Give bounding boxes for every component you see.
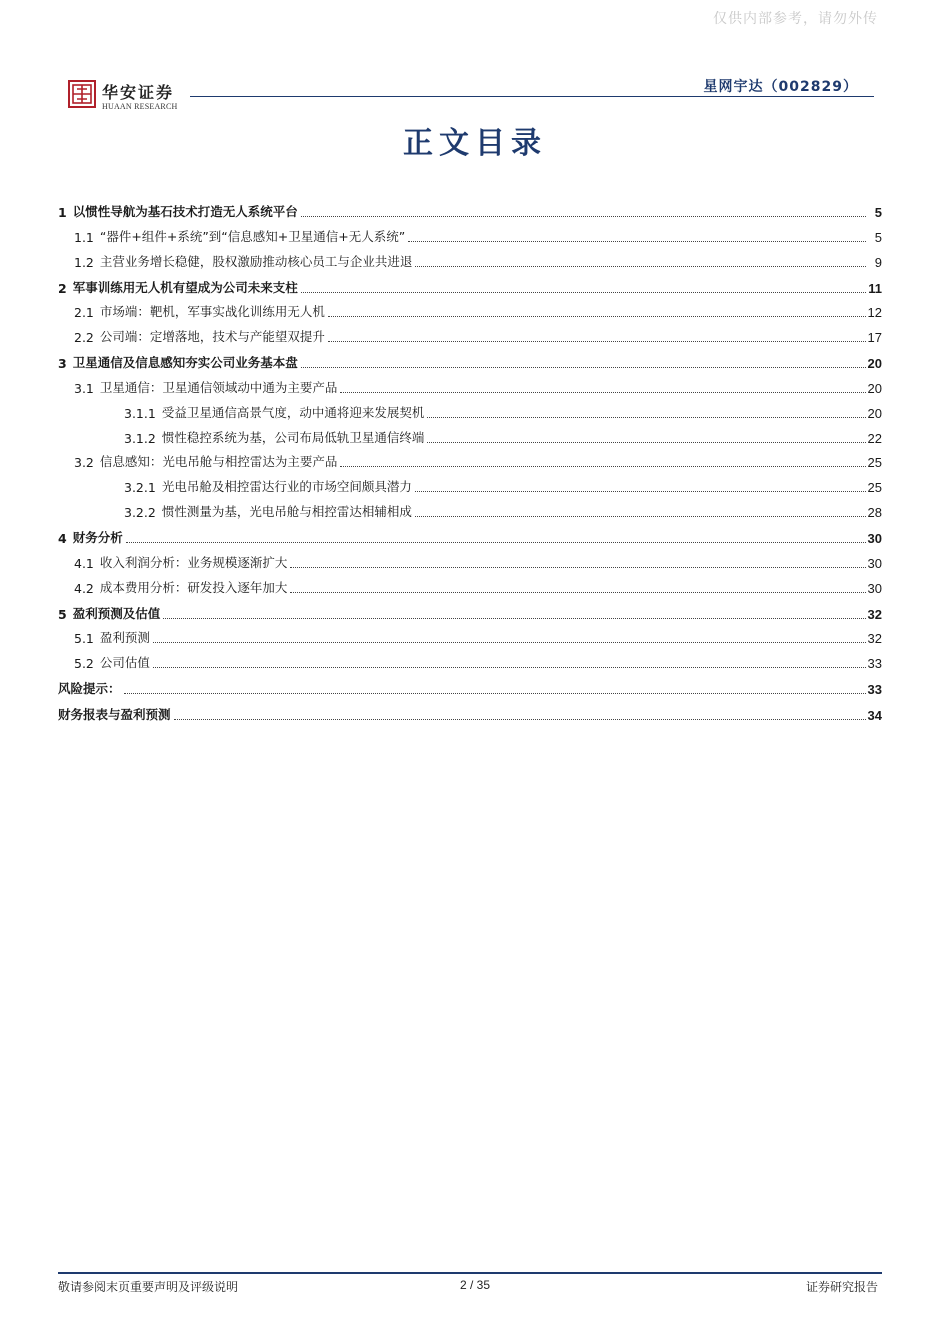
toc-entry-page: 25 [867, 480, 882, 496]
toc-entry[interactable] [58, 503, 882, 520]
toc-leader-dots [415, 491, 866, 492]
toc-entry[interactable] [58, 228, 882, 245]
toc-entry-title: 光电吊舱及相控雷达行业的市场空间颇具潜力 [161, 479, 412, 495]
table-of-contents [58, 203, 882, 731]
toc-entry-number: 1.2 [74, 254, 94, 270]
toc-entry[interactable] [58, 253, 882, 270]
toc-leader-dots [328, 341, 866, 342]
toc-entry-page: 34 [867, 708, 882, 724]
toc-entry-title: 公司端：定增落地，技术与产能望双提升 [99, 329, 325, 345]
toc-entry[interactable] [58, 379, 882, 396]
seal-icon [68, 80, 96, 108]
toc-entry-title: 以惯性导航为基石技术打造无人系统平台 [72, 204, 298, 219]
toc-entry-number: 1 [58, 205, 67, 220]
toc-entry-number: 3.2.1 [124, 480, 156, 496]
toc-leader-dots [301, 367, 866, 368]
toc-entry-page: 33 [867, 656, 882, 672]
toc-entry-page: 20 [867, 356, 882, 372]
toc-entry-number: 2.2 [74, 330, 94, 346]
header-divider [190, 96, 874, 97]
toc-entry-number: 5.2 [74, 656, 94, 672]
toc-entry-page: 12 [867, 305, 882, 321]
toc-entry-number: 2 [58, 280, 67, 296]
toc-entry-page: 5 [874, 229, 882, 245]
toc-entry[interactable] [58, 328, 882, 345]
toc-leader-dots [153, 667, 866, 668]
toc-entry-page: 22 [867, 430, 882, 446]
toc-leader-dots [427, 442, 865, 443]
toc-entry-title: 信息感知：光电吊舱与相控雷达为主要产品 [99, 454, 338, 470]
toc-entry[interactable] [58, 529, 882, 546]
toc-entry-title: 公司估值 [99, 655, 150, 671]
toc-entry[interactable] [58, 404, 882, 421]
toc-leader-dots [301, 216, 866, 217]
toc-entry[interactable] [58, 279, 882, 296]
toc-leader-dots [124, 693, 866, 694]
toc-entry-title: 军事训练用无人机有望成为公司未来支柱 [72, 279, 298, 295]
toc-entry-page: 20 [867, 405, 882, 421]
logo-text-cn: 华安证券 [102, 83, 175, 102]
toc-entry-title: 卫星通信：卫星通信领域动中通为主要产品 [99, 379, 338, 395]
toc-entry-title: 市场端：靶机，军事实战化训练用无人机 [99, 304, 325, 320]
toc-leader-dots [340, 466, 865, 467]
toc-leader-dots [340, 392, 865, 393]
toc-entry-number: 3.1.2 [124, 430, 156, 446]
watermark: 仅供内部参考，请勿外传 [713, 11, 878, 27]
toc-entry-title: 收入利润分析：业务规模逐渐扩大 [99, 554, 288, 570]
toc-entry-number: 3.2.2 [124, 504, 156, 520]
toc-entry[interactable] [58, 629, 882, 646]
toc-entry-number: 5 [58, 606, 67, 622]
toc-entry[interactable] [58, 478, 882, 495]
toc-entry[interactable] [58, 429, 882, 446]
toc-entry-title: “器件+组件+系统”到“信息感知+卫星通信+无人系统” [99, 228, 406, 244]
toc-entry-page: 30 [867, 580, 882, 596]
toc-entry-page: 32 [867, 606, 882, 622]
toc-leader-dots [290, 592, 865, 593]
toc-entry-number: 1.1 [74, 229, 94, 245]
toc-entry-title: 主营业务增长稳健，股权激励推动核心员工与企业共进退 [99, 253, 413, 269]
toc-entry-page: 32 [867, 631, 882, 647]
toc-leader-dots [415, 266, 866, 267]
footer-disclaimer: 敬请参阅末页重要声明及评级说明 [58, 1280, 239, 1294]
toc-entry[interactable] [58, 654, 882, 671]
toc-entry-title: 盈利预测 [99, 630, 150, 646]
toc-entry-page: 20 [867, 380, 882, 396]
toc-entry-number: 4.1 [74, 555, 94, 571]
toc-entry-number: 4 [58, 530, 67, 546]
toc-entry[interactable] [58, 554, 882, 571]
footer-report-type: 证券研究报告 [805, 1280, 878, 1294]
toc-entry-page: 9 [874, 254, 882, 270]
toc-leader-dots [328, 316, 866, 317]
stock-name: 星网宇达（002829） [703, 79, 858, 95]
toc-entry-number: 4.2 [74, 580, 94, 596]
toc-entry-page: 28 [867, 504, 882, 520]
toc-entry-page: 17 [867, 330, 882, 346]
toc-entry-title: 惯性稳控系统为基，公司布局低轨卫星通信终端 [161, 429, 425, 445]
toc-entry-number: 2.1 [74, 305, 94, 321]
page-number: 2 / 35 [459, 1278, 491, 1292]
toc-leader-dots [427, 417, 865, 418]
toc-leader-dots [163, 618, 865, 619]
toc-entry-page: 30 [867, 555, 882, 571]
toc-leader-dots [290, 567, 865, 568]
toc-leader-dots [415, 516, 866, 517]
toc-entry[interactable] [58, 203, 882, 220]
toc-entry-page: 11 [868, 280, 882, 296]
huaan-logo [68, 80, 186, 114]
footer-divider [58, 1272, 882, 1274]
toc-leader-dots [126, 542, 866, 543]
toc-entry[interactable] [58, 354, 882, 371]
toc-entry-title: 财务分析 [72, 529, 123, 545]
page-header [0, 0, 950, 120]
toc-entry[interactable] [58, 680, 882, 697]
toc-entry-page: 5 [874, 205, 882, 220]
toc-entry-title: 盈利预测及估值 [72, 605, 161, 621]
toc-entry-title: 财务报表与盈利预测 [58, 707, 171, 723]
toc-entry-title: 风险提示： [58, 681, 121, 697]
toc-entry-page: 33 [867, 682, 882, 698]
toc-entry-number: 3.1 [74, 380, 94, 396]
logo-text-en: HUAAN RESEARCH [102, 102, 178, 111]
toc-entry-number: 3 [58, 356, 67, 372]
toc-entry[interactable] [58, 579, 882, 596]
toc-entry[interactable] [58, 706, 882, 723]
toc-entry-page: 30 [867, 530, 882, 546]
page-title: 正文目录 [403, 126, 547, 161]
toc-entry[interactable] [58, 453, 882, 470]
toc-leader-dots [153, 642, 866, 643]
toc-entry-number: 3.2 [74, 455, 94, 471]
toc-entry[interactable] [58, 303, 882, 320]
toc-leader-dots [174, 719, 866, 720]
toc-entry-page: 25 [867, 455, 882, 471]
toc-leader-dots [301, 292, 866, 293]
toc-leader-dots [408, 241, 866, 242]
toc-entry[interactable] [58, 605, 882, 622]
toc-entry-title: 成本费用分析：研发投入逐年加大 [99, 579, 288, 595]
toc-entry-number: 3.1.1 [124, 405, 156, 421]
toc-entry-title: 卫星通信及信息感知夯实公司业务基本盘 [72, 355, 298, 371]
toc-entry-number: 5.1 [74, 631, 94, 647]
toc-entry-title: 受益卫星通信高景气度，动中通将迎来发展契机 [161, 404, 425, 420]
toc-entry-title: 惯性测量为基，光电吊舱与相控雷达相辅相成 [161, 503, 412, 519]
